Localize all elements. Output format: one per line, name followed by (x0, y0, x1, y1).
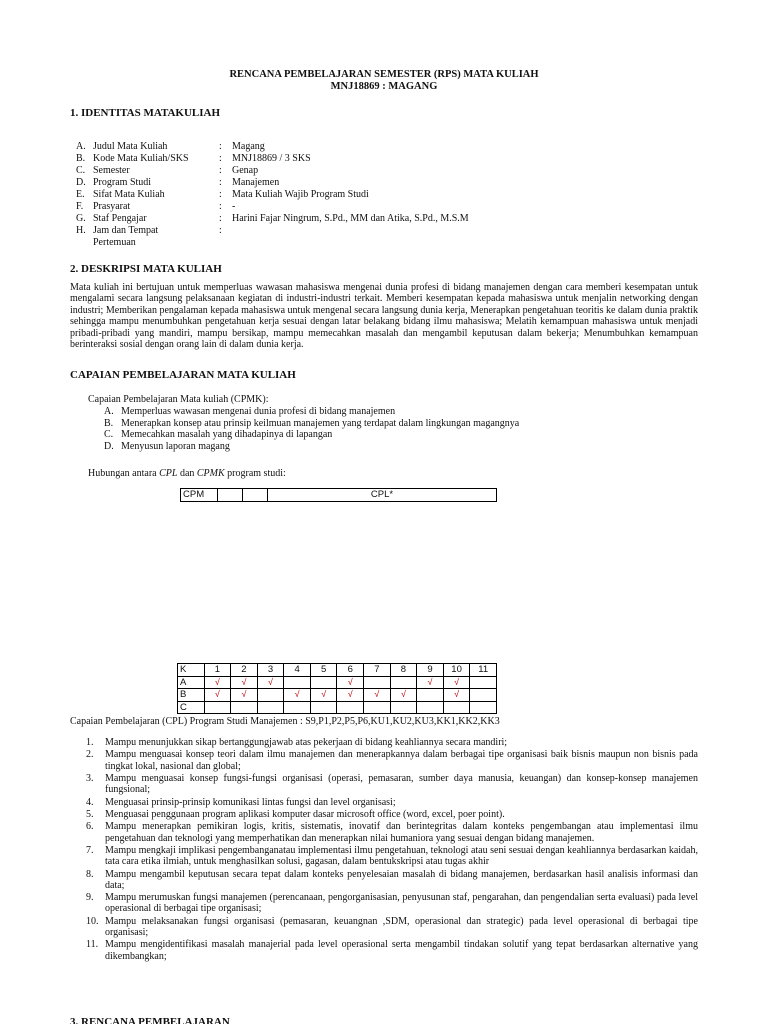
table-cell (417, 701, 444, 714)
list-item-text: Mampu mengambil keputusan secara tepat dalam konteks penyelesaian masalah di bidang manajemen, berdasarkan hasil analisis informasi dan data; (105, 868, 698, 891)
list-item (86, 821, 698, 843)
table-cell (204, 676, 231, 689)
list-item (86, 773, 698, 795)
identity-label: Staf Pengajar (93, 213, 147, 224)
list-item-letter: A. (104, 406, 114, 417)
checkmark-icon: √ (454, 676, 460, 687)
list-item (86, 869, 698, 891)
list-item (86, 845, 698, 867)
identity-letter: B. (76, 153, 86, 164)
table-row (178, 664, 497, 677)
list-item (86, 809, 698, 820)
table-cell (390, 676, 417, 689)
checkmark-icon: √ (214, 689, 220, 700)
identity-label: Kode Mata Kuliah/SKS (93, 153, 189, 164)
identity-letter: A. (76, 141, 86, 152)
identity-letter: F. (76, 201, 84, 212)
table-cell (257, 676, 284, 689)
list-item (86, 892, 698, 914)
cpm-cpl-table (180, 488, 497, 502)
list-item (86, 749, 698, 771)
cpm-empty-cell (218, 489, 243, 502)
table-cell (310, 701, 337, 714)
list-item-text: Menerapkan konsep atau prinsip keilmuan manajemen yang terdapat dalam lingkungan magangnya (121, 417, 520, 429)
relation-pre: Hubungan antara (88, 468, 160, 479)
relation-post: program studi: (224, 468, 286, 479)
identity-value: Mata Kuliah Wajib Program Studi (232, 189, 369, 200)
table-header-cell: 11 (470, 664, 497, 677)
cpmk-intro: Capaian Pembelajaran Mata kuliah (CPMK): (88, 394, 269, 405)
table-header-cell: 7 (364, 664, 391, 677)
identity-label: Sifat Mata Kuliah (93, 189, 165, 200)
identity-label: Program Studi (93, 177, 152, 188)
course-description: Mata kuliah ini bertujuan untuk memperluas wawasan mahasiswa mengenai dunia profesi di bidang manajemen dengan cara memberi kesempatan untuk mengalami secara langsung pelaksanaan kegiatan di industri-industri terkait. Memberi kesempatan kepada mahasiswa untuk menjalin networking dengan industri; Memberikan pengalaman kepada mahasiswa untuk mengenal secara langsung dunia kerja, Menerapkan pengetahuan teoritis ke dalam dunia praktik sehingga mampu menumbuhkan pengetahuan kerja sesuai dengan latar belakang bidang ilmu mahasiswa; Melatih kemampuan mahasiswa untuk menjadi pribadi-pribadi yang mandiri, mampu bersikap, mampu memecahkan masalah dan mengambil keputusan dalam bekerja; Menumbuhkan kemampuan berinteraksi sosial dengan orang lain di dalam dunia kerja. (70, 282, 698, 351)
table-cell (231, 676, 258, 689)
table-cell (390, 689, 417, 702)
table-cell (284, 701, 311, 714)
table-header-cell: 10 (443, 664, 470, 677)
section3-heading: 3. RENCANA PEMBELAJARAN (70, 1016, 230, 1024)
identity-value: Genap (232, 165, 259, 176)
table-cell (310, 676, 337, 689)
table-row (181, 489, 497, 502)
list-item-text: Mampu menguasai konsep fungsi-fungsi organisasi (operasi, pemasaran, sumber daya manusia, keuangan) dan konsep-konsep manajemen fungsional; (105, 772, 698, 796)
list-item-number: 11. (86, 939, 99, 951)
list-item-number: 1. (86, 737, 94, 748)
section1-heading: 1. IDENTITAS MATAKULIAH (70, 107, 221, 119)
identity-letter: H. (76, 225, 86, 236)
identity-value: Manajemen (232, 177, 280, 188)
table-header-cell: 1 (204, 664, 231, 677)
identity-colon: : (219, 213, 222, 224)
identity-letter: D. (76, 177, 86, 188)
list-item-number: 5. (86, 808, 94, 820)
list-item-letter: B. (104, 417, 114, 429)
table-header-cell: 9 (417, 664, 444, 677)
identity-colon: : (219, 201, 222, 212)
table-cell (257, 701, 284, 714)
list-item (86, 916, 698, 938)
identity-value: Harini Fajar Ningrum, S.Pd., MM dan Atika, S.Pd., M.S.M (232, 213, 469, 224)
list-item-number: 4. (86, 796, 94, 808)
list-item-text: Memperluas wawasan mengenai dunia profesi di bidang manajemen (121, 406, 396, 417)
list-item (86, 797, 698, 808)
list-item-text: Menguasai prinsip-prinsip komunikasi lintas fungsi dan level organisasi; (105, 796, 396, 808)
checkmark-icon: √ (454, 689, 460, 700)
table-cell (470, 701, 497, 714)
table-cell (337, 701, 364, 714)
doc-title-line1: RENCANA PEMBELAJARAN SEMESTER (RPS) MATA KULIAH (229, 69, 539, 80)
list-item-text: Menguasai penggunaan program aplikasi komputer dasar microsoft office (word, excel, poer point). (105, 808, 505, 820)
cpm-header-cell: CPM (181, 489, 218, 502)
checkmark-icon: √ (214, 676, 220, 687)
identity-value: - (232, 201, 236, 212)
relation-cpl: CPL (159, 468, 178, 479)
list-item-number: 6. (86, 821, 94, 833)
cpmk-heading: CAPAIAN PEMBELAJARAN MATA KULIAH (70, 369, 296, 381)
list-item-text: Mampu mengidentifikasi masalah manajerial pada level operasional serta mengambil tindakan solutif yang tepat berdasarkan alternative yang dikembangkan; (105, 939, 698, 962)
checkmark-icon: √ (427, 676, 433, 687)
table-header-cell: K (178, 664, 205, 677)
table-cell (443, 689, 470, 702)
cpl-intro: Capaian Pembelajaran (CPL) Program Studi Manajemen : S9,P1,P2,P5,P6,KU1,KU2,KU3,KK1,KK2,KK3 (70, 716, 500, 727)
identity-label: Jam dan Tempat (93, 225, 159, 236)
cpl-list (86, 737, 698, 963)
checkmark-icon: √ (268, 676, 273, 687)
table-cell (337, 689, 364, 702)
list-item-text: Mampu mengkaji implikasi pengembanganatau implementasi ilmu pengetahuan, teknologi atau seni sesuai dengan keahliannya berdasarkan kaidah, tata cara etika ilmiah, untuk menghasilkan solusi, gagasan, dalam bentukskripsi atau tugas akhir (105, 844, 698, 868)
table-row-label: B (178, 689, 205, 702)
list-item (86, 939, 698, 961)
table-cell (470, 676, 497, 689)
identity-colon: : (219, 225, 222, 236)
table-row (178, 689, 497, 702)
table-header-cell: 2 (231, 664, 258, 677)
list-item-number: 2. (86, 749, 94, 761)
relation-mid: dan (177, 468, 197, 479)
list-item-number: 7. (86, 844, 94, 856)
checkmark-icon: √ (347, 676, 353, 687)
identity-colon: : (219, 141, 222, 152)
list-item-text: Mampu merumuskan fungsi manajemen (perencanaan, pengorganisasian, penyusunan staf, pengarahan, dan pengendalian serta evaluasi) pada level operasional di berbagai tipe organisasi; (105, 892, 698, 915)
section2-heading: 2. DESKRIPSI MATA KULIAH (70, 263, 222, 275)
cpl-header-cell: CPL* (268, 489, 497, 502)
table-row (178, 676, 497, 689)
table-cell (443, 701, 470, 714)
list-item-number: 9. (86, 892, 94, 904)
identity-value: MNJ18869 / 3 SKS (232, 153, 311, 164)
table-cell (417, 676, 444, 689)
checkmark-icon: √ (347, 689, 353, 700)
table-cell (390, 701, 417, 714)
identity-label: Semester (93, 165, 130, 176)
checkmark-icon: √ (321, 689, 327, 700)
table-cell (364, 676, 391, 689)
checkmark-icon: √ (374, 689, 380, 700)
list-item-text: Mampu melaksanakan fungsi organisasi (pemasaran, keuangnan ,SDM, operasional dan strategic) pada level operasional di berbagai tipe organisasi; (105, 915, 698, 938)
identity-letter: C. (76, 165, 86, 176)
list-item-number: 3. (86, 772, 94, 784)
list-item-letter: C. (104, 429, 114, 441)
table-cell (231, 689, 258, 702)
identity-colon: : (219, 177, 222, 188)
doc-title-line2: MNJ18869 : MAGANG (330, 81, 438, 92)
table-header-cell: 6 (337, 664, 364, 677)
identity-letter: G. (76, 213, 86, 224)
table-cell (443, 676, 470, 689)
table-cell (310, 689, 337, 702)
identity-label: Judul Mata Kuliah (93, 141, 168, 152)
table-cell (204, 689, 231, 702)
table-cell (337, 676, 364, 689)
list-item-number: 8. (86, 868, 94, 880)
table-cell (284, 676, 311, 689)
table-cell (364, 701, 391, 714)
cpm-empty-cell (243, 489, 268, 502)
table-cell (257, 689, 284, 702)
identity-colon: : (219, 165, 222, 176)
identity-value: Magang (232, 141, 265, 152)
table-cell (231, 701, 258, 714)
list-item-text: Menyusun laporan magang (121, 440, 230, 452)
list-item-text: Mampu menguasai konsep teori dalam ilmu manajemen dan menerapkannya dalam berbagai tipe organisasi baik bisnis maupun non bisnis pada tingkat lokal, nasional dan global; (105, 749, 698, 772)
table-header-cell: 5 (310, 664, 337, 677)
checkmark-icon: √ (241, 689, 247, 700)
identity-colon: : (219, 189, 222, 200)
cpl-cpmk-relation (88, 468, 286, 480)
table-header-cell: 4 (284, 664, 311, 677)
checkmark-icon: √ (241, 676, 247, 687)
identity-label: Prasyarat (93, 201, 131, 212)
relation-cpmk: CPMK (196, 468, 225, 479)
kk-mapping-table (177, 663, 497, 714)
identity-colon: : (219, 153, 222, 164)
list-item (86, 737, 698, 748)
checkmark-icon: √ (400, 689, 406, 700)
list-item-text: Mampu menunjukkan sikap bertanggungjawab atas pekerjaan di bidang keahliannya secara mandiri; (105, 737, 508, 748)
table-row (178, 701, 497, 714)
list-item-text: Memecahkan masalah yang dihadapinya di lapangan (121, 429, 333, 441)
table-header-cell: 3 (257, 664, 284, 677)
list-item-letter: D. (104, 440, 114, 452)
table-row-label: C (178, 701, 205, 714)
list-item-text: Mampu menerapkan pemikiran logis, kritis, sistematis, inovatif dan berintegritas dalam konteks pengembangan atau implementasi ilmu pengetahuan dan teknologi yang memperhatikan dan menerapkan nilai humaniora yang sesuai dengan bidang manajemen. (105, 821, 698, 844)
table-row-label: A (178, 676, 205, 689)
table-cell (417, 689, 444, 702)
identity-letter: E. (76, 189, 85, 200)
table-cell (364, 689, 391, 702)
table-header-cell: 8 (390, 664, 417, 677)
table-cell (204, 701, 231, 714)
table-cell (470, 689, 497, 702)
table-cell (284, 689, 311, 702)
checkmark-icon: √ (294, 689, 300, 700)
list-item-number: 10. (86, 915, 99, 927)
identity-label-cont: Pertemuan (93, 237, 136, 248)
